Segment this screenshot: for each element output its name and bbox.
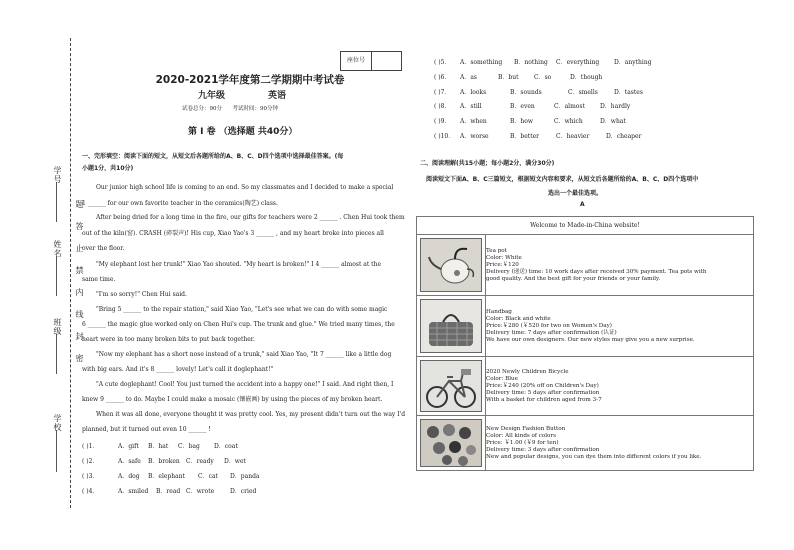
passage-line: Our junior high school life is coming to an end. So my classmates and I decided to make a special (96, 184, 394, 191)
part-title: 第 I 卷 （选择题 共40分） (188, 127, 298, 137)
option-d[interactable]: D．cried (230, 488, 257, 495)
option-b[interactable]: B．read (156, 488, 181, 495)
section2-title: 二、阅读理解(共15小题；每小题2分，满分30分) (420, 160, 555, 167)
subject-label: 英语 (268, 91, 287, 101)
option-a[interactable]: A．still (460, 103, 482, 110)
section1-title-cont: 小题1分，共10分) (82, 165, 134, 172)
option-a[interactable]: A．worse (460, 133, 489, 140)
passage-line: 1 ______ for our own favorite teacher in the ceramics(陶艺) class. (82, 200, 278, 207)
passage-line: "A cute doglephant! Cool! You just turned the accident into a happy one!" I said. And right then, I (96, 381, 394, 388)
option-d[interactable]: D．panda (230, 473, 260, 480)
passage-line: "I'm so sorry!" Chen Hui said. (96, 291, 187, 298)
option-b[interactable]: B．hat (148, 443, 169, 450)
buttons-image (420, 419, 482, 467)
option-d[interactable]: D．tastes (614, 89, 643, 96)
question-number: ( )10． (434, 133, 455, 140)
table-row (417, 235, 754, 296)
passage-line: knew 9 ______ to do. Maybe I could make a mosaic (镶嵌画) by using the pieces of my broken heart. (82, 396, 383, 403)
question-number: ( )6． (434, 74, 451, 81)
table-row (417, 416, 754, 471)
passage-line: "My elephant lost her trunk!" Xiao Yao shouted. "My heart is broken!" I 4 ______ almost at the (96, 261, 382, 268)
section2-instructions: 阅读短文下面A、B、C三篇短文，根据短文内容和要求，从短文后各题所给的A、B、C、D四个选项中 (426, 176, 699, 183)
ads-header: Welcome to Made-in-China website! (417, 217, 754, 235)
option-a[interactable]: A．something (460, 59, 503, 66)
option-c[interactable]: C．ready (186, 458, 214, 465)
score-total: 试卷总分：90分 (182, 106, 222, 112)
option-a[interactable]: A．when (460, 118, 487, 125)
passage-line: When it was all done, everyone thought it was pretty cool. Yes, my present didn't turn out the way I'd (96, 411, 406, 418)
product-delivery: Delivery time: 3 days after confirmation (486, 446, 600, 453)
option-d[interactable]: D．though (570, 74, 603, 81)
name-blank[interactable] (56, 256, 57, 296)
seal-char: 封 (75, 332, 84, 341)
option-d[interactable]: D．wet (224, 458, 246, 465)
school-blank[interactable] (56, 430, 57, 472)
passage-line: After being dried for a long time in the fire, our gifts for teachers were 2 ______ . Chen Hui took them (96, 214, 405, 221)
product-note: We have our own designers. Our new styles may give you a new surprise. (486, 336, 695, 343)
question-number: ( )4． (82, 488, 99, 495)
option-d[interactable]: D．anything (614, 59, 652, 66)
product-name: New Design Fashion Button (486, 425, 566, 432)
question-number: ( )3． (82, 473, 99, 480)
passage-line: "Now my elephant has a short nose instead of a trunk," said Xiao Yao, "It 7 ______ like a little dog (96, 351, 392, 358)
product-ads-table (416, 216, 754, 471)
product-color: Color: Blue (486, 375, 518, 382)
passage-line: heart were in too many broken bits to put back together. (82, 336, 255, 343)
option-c[interactable]: C．which (554, 118, 583, 125)
product-note: good quality. And the best gift for your friends or your family. (486, 275, 661, 282)
product-price: Price:￥280 (￥520 for two on Women's Day) (486, 322, 612, 329)
option-c[interactable]: C．so (534, 74, 552, 81)
passage-line: planned, but it turned out even 10 ______ ! (82, 426, 211, 433)
product-name: Tea pot (486, 247, 507, 254)
option-c[interactable]: C．heavier (556, 133, 590, 140)
product-color: Color: White (486, 254, 522, 261)
seal-char: 题 (75, 200, 84, 209)
exam-meta (182, 104, 278, 112)
option-c[interactable]: C．everything (556, 59, 600, 66)
section2-instructions-cont: 选出一个最佳选项。 (548, 190, 603, 197)
binding-dashed-line (70, 38, 71, 508)
passage-line: 6 ______ the magic glue worked only on Chen Hui's cup. The trunk and glue." We tried many times, the (82, 321, 395, 328)
product-color: Color: Black and white (486, 315, 551, 322)
class-blank[interactable] (56, 334, 57, 374)
question-number: ( )8． (434, 103, 451, 110)
seat-number-box (340, 51, 402, 71)
passage-line: over the floor. (82, 245, 125, 252)
name-label: 姓名 (53, 240, 62, 258)
option-a[interactable]: A．as (460, 74, 477, 81)
seat-number-label: 座位号 (341, 52, 372, 70)
passage-label: A (580, 201, 585, 208)
product-note: New and popular designs, you can dye them into different colors if you like. (486, 453, 702, 460)
option-b[interactable]: B．how (510, 118, 534, 125)
school-label: 学校 (53, 414, 62, 432)
question-number: ( )9． (434, 118, 451, 125)
option-a[interactable]: A．dog (118, 473, 140, 480)
option-c[interactable]: C．cat (198, 473, 218, 480)
seal-char: 内 (75, 288, 84, 297)
bicycle-image (420, 360, 482, 412)
seal-char: 线 (75, 310, 84, 319)
option-b[interactable]: B．but (498, 74, 519, 81)
option-c[interactable]: C．smells (568, 89, 598, 96)
passage-line: same time. (82, 276, 116, 283)
handbag-image (420, 299, 482, 353)
option-d[interactable]: D．hardly (600, 103, 631, 110)
option-c[interactable]: C．almost (554, 103, 585, 110)
exam-title: 2020-2021学年度第二学期期中考试卷 (155, 74, 345, 86)
grade-label: 九年级 (198, 91, 226, 101)
option-b[interactable]: B．even (510, 103, 535, 110)
passage-line: "Bring 5 ______ to the repair station," said Xiao Yao, "Let's see what we can do with some magic (96, 306, 388, 313)
question-number: ( )7． (434, 89, 451, 96)
product-name: 2020 Newly Children Bicycle (486, 368, 569, 375)
product-delivery: Delivery time: 5 days after confirmation (486, 389, 600, 396)
seal-char: 答 (75, 222, 84, 231)
product-delivery: Delivery (递送) time: 10 work days after received 30% payment. Tea pots with (486, 268, 707, 275)
product-color: Color: All kinds of colors (486, 432, 556, 439)
option-d[interactable]: D．what (600, 118, 626, 125)
time-limit: 考试时间：90分钟 (232, 106, 278, 112)
option-a[interactable]: A．smiled (118, 488, 149, 495)
option-c[interactable]: C．wrote (186, 488, 215, 495)
option-b[interactable]: B．sounds (510, 89, 542, 96)
seal-char: 密 (75, 354, 84, 363)
product-delivery: Delivery time: 7 days after confirmation (认证) (486, 329, 617, 336)
option-b[interactable]: B．nothing (514, 59, 548, 66)
option-b[interactable]: B．broken (148, 458, 180, 465)
question-number: ( )2． (82, 458, 99, 465)
student-id-blank[interactable] (56, 182, 57, 222)
product-price: Price: ￥1.00 (￥9 for ten) (486, 439, 559, 446)
question-number: ( )1． (82, 443, 99, 450)
table-row (417, 357, 754, 416)
option-d[interactable]: D．coat (214, 443, 238, 450)
seal-char: 止 (75, 244, 84, 253)
table-row (417, 296, 754, 357)
option-c[interactable]: C．bag (178, 443, 200, 450)
option-b[interactable]: B．better (510, 133, 540, 140)
student-id-label: 学号 (53, 166, 62, 184)
passage-line: with big ears. And it's 8 ______ lovely! Let's call it doglephant!" (82, 366, 274, 373)
option-a[interactable]: A．looks (460, 89, 487, 96)
seal-char: 禁 (75, 266, 84, 275)
option-a[interactable]: A．gift (118, 443, 139, 450)
product-note: With a basket for children aged from 3-7 (486, 396, 602, 403)
teapot-image (420, 238, 482, 292)
option-a[interactable]: A．safe (118, 458, 141, 465)
section1-title: 一、完形填空：阅读下面的短文，从短文后各题所给的A、B、C、D四个选项中选择最佳答案。(每 (82, 153, 344, 160)
passage-line: out of the kiln(窑). CRASH (碎裂声)! His cup, Xiao Yao's 3 ______ , and my heart broke into pieces all (82, 230, 384, 237)
product-price: Price:￥240 (20% off on Children's Day) (486, 382, 599, 389)
product-price: Price:￥120 (486, 261, 519, 268)
product-name: Handbag (486, 308, 512, 315)
option-d[interactable]: D．cheaper (606, 133, 642, 140)
class-label: 班级 (53, 318, 62, 336)
option-b[interactable]: B．elephant (148, 473, 185, 480)
question-number: ( )5． (434, 59, 451, 66)
